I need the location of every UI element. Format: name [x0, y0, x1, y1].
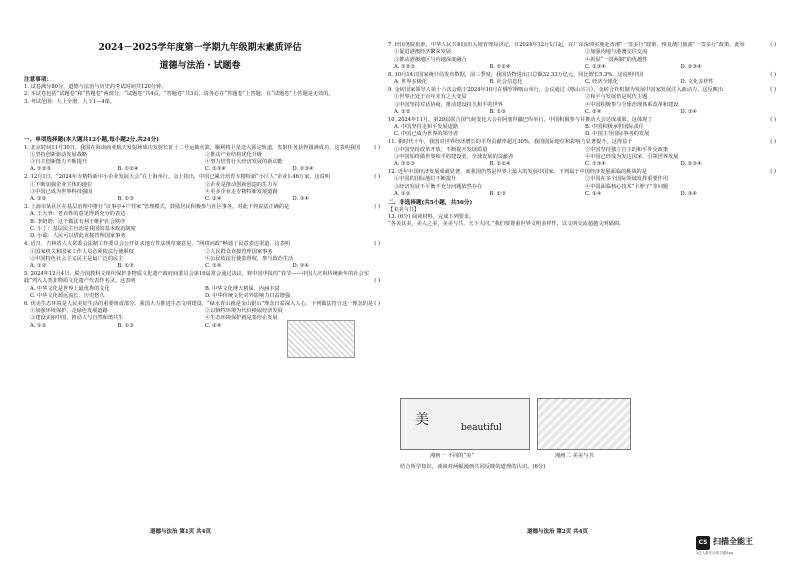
q3-illustration — [287, 320, 355, 358]
option-row: ③建设美丽中国，推动人与自然和谐共生 ④生态环境保护就是要停止发展 — [30, 315, 278, 322]
option-row: ③中国始终做世界和平的建设者、全球发展的贡献者 ④中国已经成为发达国家，引领世界发展 — [394, 153, 679, 160]
question-stem: 13. (6分) 阅读材料，完成下列要求。 — [388, 214, 475, 221]
question-stem: 12. 近年中国经济发展成就显著，而我国仍然是世界上最大的发展中国家。下列属于中国经济发展面临的挑战的是 ( ) — [388, 169, 776, 176]
cartoon-one-caption: 漫画一 不同的“美” — [430, 453, 475, 459]
question-stem: 1. 北京时间11月30日，我国在海南商业航天发射场成功发射长征十二号运载火箭，顺利将卫星送入预定轨道，发射任务获得圆满成功。这表明我国 ( ) — [24, 144, 380, 151]
watermark-name: 扫描全能王 — [713, 537, 753, 546]
option-row: A. 中国坚持走和平发展道路 B. 中国积极承担国际责任 — [394, 124, 644, 131]
section-heading: 一、单项选择题(本大题共12小题,每小题2分,共24分) — [24, 137, 159, 143]
option-row: ③中国特色社会主义民主是最广泛的民主 ④公民依法行使监督权，参与政治生活 — [30, 255, 294, 262]
notes-block — [24, 76, 380, 106]
question-ask: 结合所学知识，谈谈对两幅漫画共同反映的道理的认识。(6分) — [400, 464, 546, 470]
question-stem: 10. 2024年11月，第29届联合国气候变化大会在阿塞拜疆巴库举行，中国积极参与并推动大会达成成果。这体现了 ( ) — [388, 116, 776, 123]
scanner-watermark — [696, 534, 792, 558]
option-line: A. 王大爷：老百姓的意见得到充分的表达 — [30, 211, 126, 218]
option-row: ③中国已成为世界科技强国 ④更多企业走专精特新发展道路 — [30, 188, 278, 195]
note-item: 2. 本试卷包括“试题卷”和“答题卷”两部分，“试题卷”共4页，“答题卷”共3页。请务必在“答题卷”上答题，在“试题卷”上答题是无效的。 — [24, 91, 334, 98]
option-row: A. 中华文化是世界上最优秀的文化 B. 中华文化博大精深、内涵丰富 — [30, 285, 280, 292]
option-row: ①加强环境保护，走绿色发展道路 ②以牺牲环境为代价换取经济发展 — [30, 308, 283, 315]
exam-title: 2024－2025学年度第一学期九年级期末素质评估 — [98, 43, 302, 53]
option-row: ①世界正处于百年未有之大变局 ②和平与发展仍是时代主题 — [394, 94, 648, 101]
subsection-label: 【美美与共】 — [388, 206, 420, 213]
choice-row: A. ①② B. ①③ C. ②④ — [30, 322, 222, 329]
question-stem: 4. 近日，吉林省人大常委会法制工作委员会公开征求地方性法规草案意见，“网络问政”畅通了民意表达渠道。这表明 ( ) — [24, 241, 380, 248]
cartoon-two-caption: 漫画二 美美与共 — [555, 453, 594, 459]
cartoon-word-mei: 美 — [415, 412, 429, 428]
choice-row: A. ①② B. ①③ C. ②④ D. ③④ — [394, 190, 698, 197]
section-heading: 二、非选择题(共5小题，共56分) — [388, 199, 473, 206]
option-row: ①不断加强企业主体的地位 ②企业是推动创新创造的生力军 — [30, 181, 278, 188]
cartoon-one — [400, 398, 530, 450]
option-line: C. 小丁：基层民主自治是我国的基本政治制度 — [30, 226, 136, 233]
cartoon-word-beautiful: beautiful — [461, 423, 502, 433]
question-stem: 6. 优美生态环境是人民美好生活的重要组成部分。我国大力推进生态文明建设，“绿水青山就是金山银山”理念日益深入人心。下列做法符合这一理念的是 ( ) — [24, 300, 380, 307]
option-row: C. 中华文化源远流长、历史悠久 D. 中华传统文化对外影响力日益增强 — [30, 292, 291, 299]
question-quote: “各美其美，美人之美，美美与共，天下大同。”我们要尊重世界文明多样性，以文明交流超越文明隔阂。 — [388, 221, 625, 228]
option-row: ③经济发展不平衡不充分问题依然存在 ④中国面临核心技术“卡脖子”等问题 — [394, 183, 669, 190]
option-row: ①促进港澳经济繁荣发展 ②加强内地与港澳交往交流 — [394, 49, 648, 56]
option-row: ①国家机关和国家工作人员必须依法行使职权 ②人民群众直接管理国家事务 — [30, 248, 273, 255]
choice-row: A. ①② B. ①③ C. ②④ D. ③④ — [30, 263, 310, 270]
note-item: 1. 试卷满分80分，道德与法治与历史的考试时间共120分钟。 — [24, 84, 167, 90]
option-row: C. 中国已成为世界的领导者 D. 中国主导国际事务的发展 — [394, 131, 650, 138]
question-stem: 5. 2024年12月4日，联合国教科文组织保护非物质文化遗产政府间委员会第19届常会通过决议，将中国申报的“春节——中国人庆祝传统新年的社会实践”列入人类非物质文化遗产代表作名录。这表明 ( ) — [24, 271, 380, 285]
option-row: ③中国坚持对话协商，推动建设持久和平的世界 ④中国积极参与全球治理体系改革和建设 — [394, 101, 679, 108]
question-stem: 3. 上海市某社区在基层治理中推行“议事亭+户管家”管理模式，鼓励居民积极参与社区事务。对此下列说法正确的是 ( ) — [24, 204, 380, 211]
exam-subtitle: 道德与法治・试题卷 — [159, 61, 241, 71]
left-column — [24, 136, 380, 330]
option-row: ③推动港澳地区与内地深度融合 ④彰显“一国两制”的优越性 — [394, 56, 648, 63]
option-row: ①坚持创新驱动发展战略 ②推动产业结构优化升级 — [30, 151, 263, 158]
cs-logo-icon: CS — [696, 536, 710, 550]
question-stem: 11. 新时代十年，我国对世界经济增长的平均贡献率超过30%，我国国际地位和影响力显著提升。这得益于 ( ) — [388, 139, 776, 146]
option-row: ①中国坚持改革开放，不断提升发展质量 ②中国坚持独立自主的和平外交政策 — [394, 146, 669, 153]
notes-heading: 注意事项： — [24, 77, 52, 83]
watermark-sub: 3亿人都在用的扫描App — [696, 551, 734, 555]
choice-row: A. ①②③ B. ①②④ C. ①③④ D. ②③④ — [30, 166, 314, 173]
footer-page2: 道德与法治 第2页 共4页 — [527, 529, 588, 535]
choice-row: A. ①②③ B. ①②④ C. ①③④ D. ②③④ — [394, 161, 702, 168]
option-row: A. 世界多极化 B. 社会信息化 C. 经济全球化 D. 文化多样性 — [394, 79, 714, 86]
note-item: 3. 考试范围：九上全册、九下1—4课。 — [24, 98, 116, 105]
choice-row: A. ①② B. ①③ C. ②④ D. ③④ — [30, 196, 310, 203]
option-line: D. 小聪：人民可以借此直接管理国家事务 — [30, 233, 126, 240]
question-stem: 9. 金砖国家领导人第十六次会晤于2024年10月在俄罗斯喀山举行，会议通过《喀山宣言》，金砖合作机制为发展中国家发展注入新动力。这反映出 ( ) — [388, 86, 776, 93]
choice-row: A. ①② B. ①③ C. ②④ D. ③④ — [394, 108, 698, 115]
option-row: ③自主创新能力不断提升 ④努力培育壮大经济发展的新动能 — [30, 159, 283, 166]
question-stem: 7. 经国务院批准，中华人民共和国出入境管理局决定，自2024年12月1日起，在广东深圳实施赴香港“一签多行”政策，恢复澳门旅游“一签多行”政策。此举 ( ) — [388, 42, 776, 48]
option-line: B. 李奶奶：这个做法有利于维护社会秩序 — [30, 218, 126, 225]
question-stem: 2. 12月1日，“2024年专精特新中小企业发展大会”在上海举行。会上指出，中国已累计培育专精特新“小巨人”企业1.46万家。这说明 ( ) — [24, 174, 380, 181]
question-stem: 8. 10月14日国家统计局发布数据，前三季度，我国货物进出口总额32.33万亿元，同比增长5.3%。这说明中国 ( ) — [388, 71, 776, 78]
option-row: ①中国的国际地位不断提升 ②中国在多个国际领域发挥重要作用 — [394, 176, 669, 183]
cartoon-two — [537, 398, 631, 450]
choice-row: A. ①②③ B. ①②④ C. ①③④ D. ②③④ — [394, 63, 702, 70]
footer-page1: 道德与法治 第1页 共4页 — [150, 529, 211, 535]
